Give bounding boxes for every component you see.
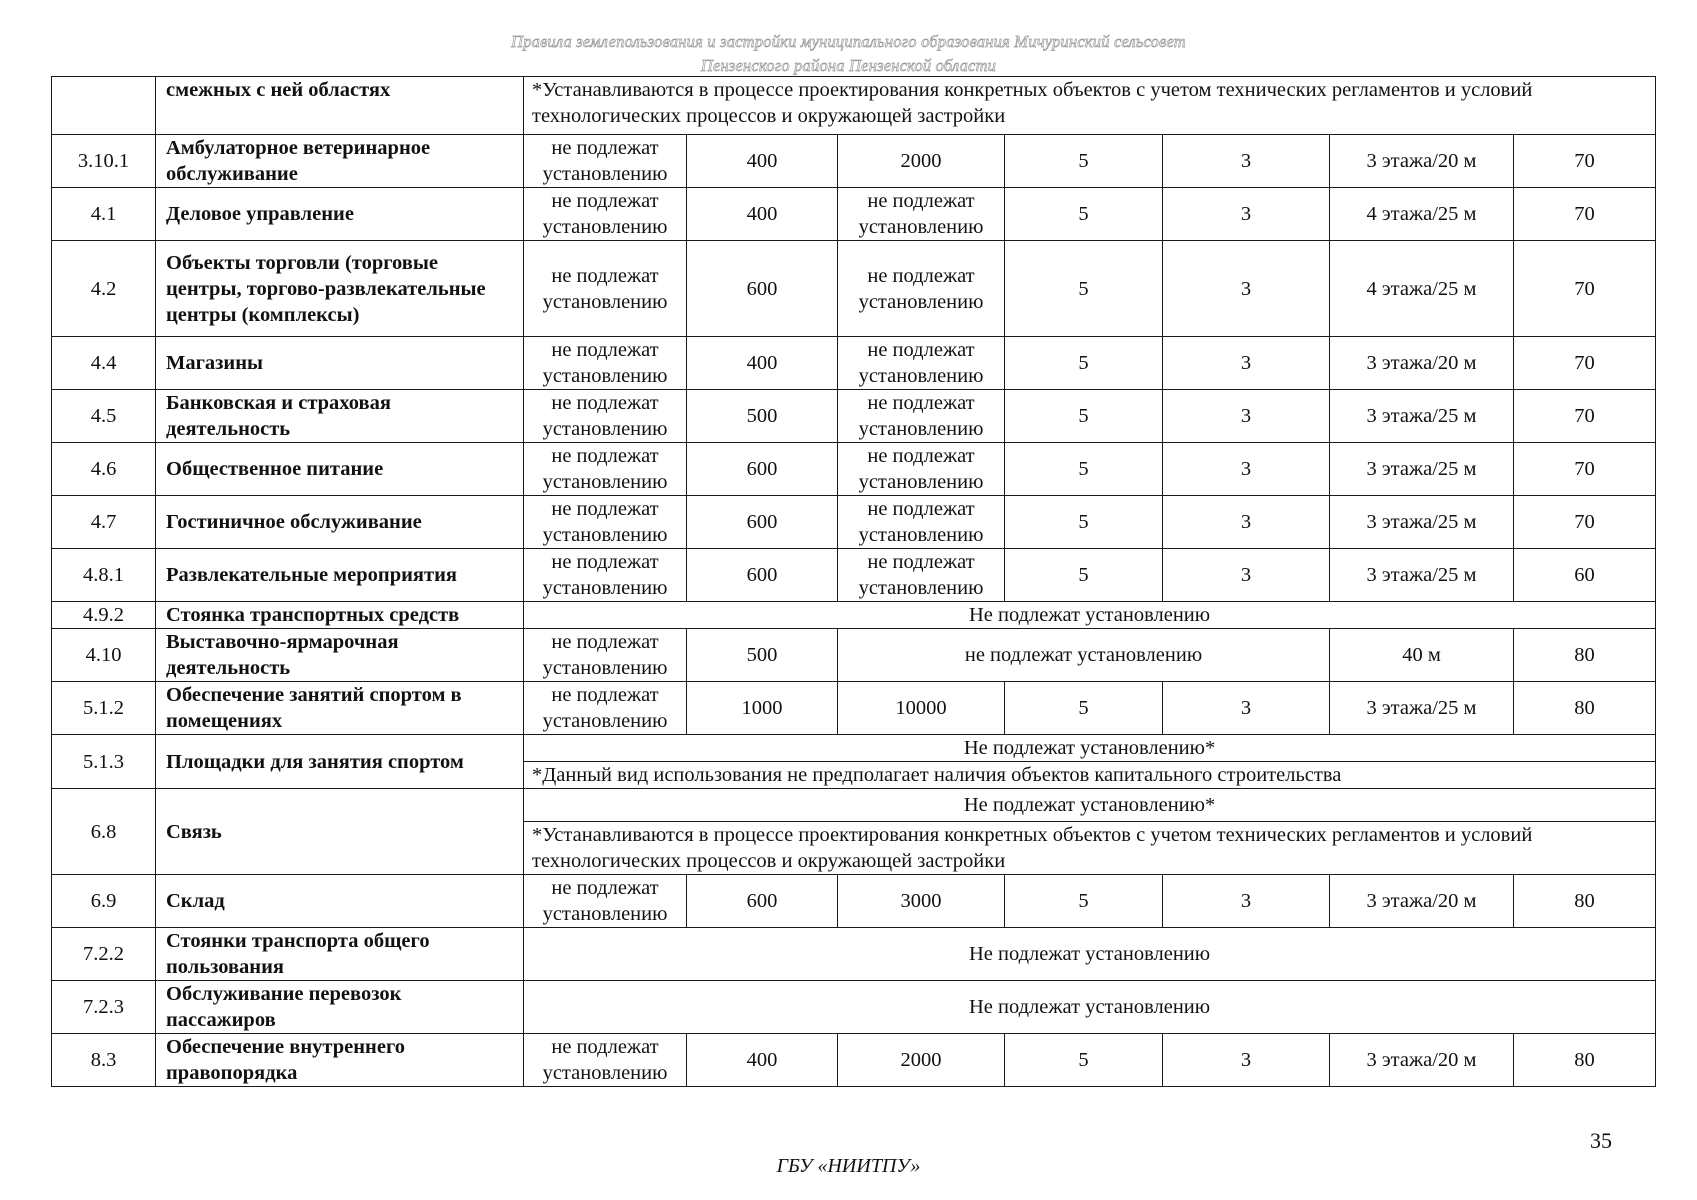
value-cell-5: 3: [1163, 682, 1330, 735]
name-cell: Банковская и страховая деятельность: [156, 390, 524, 443]
table-row: [52, 390, 1656, 443]
value-cell-7: 80: [1514, 682, 1656, 735]
value-cell-4: 5: [1005, 682, 1163, 735]
table-row: [52, 735, 1656, 762]
value-cell-3: не подлежат установлению: [838, 549, 1005, 602]
table-row: [52, 188, 1656, 241]
table-row: [52, 602, 1656, 629]
note-cell: *Данный вид использования не предполагает наличия объектов капитального строительства: [524, 762, 1656, 789]
name-cell: Общественное питание: [156, 443, 524, 496]
value-cell-7: 80: [1514, 875, 1656, 928]
value-cell-2: 600: [687, 241, 838, 337]
value-cell-4: 5: [1005, 443, 1163, 496]
value-cell-5: 3: [1163, 337, 1330, 390]
value-cell-1: не подлежат установлению: [524, 682, 687, 735]
value-cell-5: 3: [1163, 188, 1330, 241]
table-row: [52, 629, 1656, 682]
value-cell-7: 70: [1514, 390, 1656, 443]
table-row: [52, 875, 1656, 928]
value-cell-2: 600: [687, 875, 838, 928]
table-row: [52, 496, 1656, 549]
value-cell-7: 70: [1514, 241, 1656, 337]
value-cell-6: 3 этажа/20 м: [1330, 337, 1514, 390]
value-cell-2: 600: [687, 496, 838, 549]
value-cell-7: 80: [1514, 629, 1656, 682]
code-cell: 4.9.2: [52, 602, 156, 629]
table-row: [52, 981, 1656, 1034]
note-cell: *Устанавливаются в процессе проектирования конкретных объектов с учетом технических регламентов и условий технологических процессов и окружающей застройки: [524, 77, 1656, 135]
value-cell-4: 5: [1005, 188, 1163, 241]
value-cell-2: 400: [687, 188, 838, 241]
value-cell-5: 3: [1163, 1034, 1330, 1087]
value-cell-1: не подлежат установлению: [524, 135, 687, 188]
value-cell-3: 10000: [838, 682, 1005, 735]
code-cell: 4.7: [52, 496, 156, 549]
code-cell: 4.4: [52, 337, 156, 390]
value-cell-2: 500: [687, 390, 838, 443]
value-cell-6: 4 этажа/25 м: [1330, 241, 1514, 337]
span-cell: Не подлежат установлению: [524, 928, 1656, 981]
value-cell-4: 5: [1005, 496, 1163, 549]
value-cell-1: не подлежат установлению: [524, 1034, 687, 1087]
value-cell-3: 2000: [838, 1034, 1005, 1087]
value-cell-3: 2000: [838, 135, 1005, 188]
value-cell-1: не подлежат установлению: [524, 875, 687, 928]
value-cell-2: 600: [687, 549, 838, 602]
value-cell-2: 400: [687, 337, 838, 390]
name-cell: Стоянка транспортных средств: [156, 602, 524, 629]
value-cell-4: 5: [1005, 241, 1163, 337]
value-cell-4: 5: [1005, 875, 1163, 928]
running-header-line-2: Пензенского района Пензенской области: [700, 56, 997, 75]
value-cell-6: 3 этажа/25 м: [1330, 496, 1514, 549]
value-cell-5: 3: [1163, 549, 1330, 602]
table-row: [52, 1034, 1656, 1087]
value-cell-7: 70: [1514, 188, 1656, 241]
value-cell-4: 5: [1005, 549, 1163, 602]
table-row: [52, 135, 1656, 188]
value-cell-6: 4 этажа/25 м: [1330, 188, 1514, 241]
value-cell-1: не подлежат установлению: [524, 629, 687, 682]
code-cell: [52, 77, 156, 135]
value-cell-6: 3 этажа/20 м: [1330, 875, 1514, 928]
value-cell-6: 40 м: [1330, 629, 1514, 682]
table-row: [52, 337, 1656, 390]
name-cell: Площадки для занятия спортом: [156, 735, 524, 789]
value-cell-3: не подлежат установлению: [838, 390, 1005, 443]
value-cell-4: 5: [1005, 135, 1163, 188]
value-cell-7: 80: [1514, 1034, 1656, 1087]
table-row: [52, 789, 1656, 822]
value-cell-6: 3 этажа/25 м: [1330, 549, 1514, 602]
footer-org: ГБУ «НИИТПУ»: [776, 1155, 921, 1177]
value-cell-6: 3 этажа/20 м: [1330, 1034, 1514, 1087]
value-cell-7: 70: [1514, 443, 1656, 496]
code-cell: 6.9: [52, 875, 156, 928]
value-cell-6: 3 этажа/25 м: [1330, 682, 1514, 735]
span-cell: Не подлежат установлению: [524, 602, 1656, 629]
table-row: [52, 928, 1656, 981]
value-cell-6: 3 этажа/25 м: [1330, 443, 1514, 496]
code-cell: 6.8: [52, 789, 156, 875]
span-cell: не подлежат установлению: [838, 629, 1330, 682]
code-cell: 5.1.2: [52, 682, 156, 735]
name-cell: Амбулаторное ветеринарное обслуживание: [156, 135, 524, 188]
code-cell: 4.10: [52, 629, 156, 682]
name-cell: Гостиничное обслуживание: [156, 496, 524, 549]
name-cell: Связь: [156, 789, 524, 875]
value-cell-4: 5: [1005, 390, 1163, 443]
value-cell-1: не подлежат установлению: [524, 241, 687, 337]
code-cell: 4.1: [52, 188, 156, 241]
value-cell-2: 500: [687, 629, 838, 682]
value-cell-7: 70: [1514, 135, 1656, 188]
value-cell-5: 3: [1163, 875, 1330, 928]
name-cell: Склад: [156, 875, 524, 928]
value-cell-6: 3 этажа/20 м: [1330, 135, 1514, 188]
value-cell-5: 3: [1163, 135, 1330, 188]
value-cell-5: 3: [1163, 496, 1330, 549]
value-cell-5: 3: [1163, 443, 1330, 496]
value-cell-2: 400: [687, 1034, 838, 1087]
span-cell: Не подлежат установлению*: [524, 789, 1656, 822]
table-row: [52, 549, 1656, 602]
running-header: [0, 30, 1697, 78]
name-cell: Обеспечение занятий спортом в помещениях: [156, 682, 524, 735]
value-cell-3: не подлежат установлению: [838, 443, 1005, 496]
name-cell: Объекты торговли (торговые центры, торгово-развлекательные центры (комплексы): [156, 241, 524, 337]
value-cell-7: 70: [1514, 337, 1656, 390]
name-cell: Развлекательные мероприятия: [156, 549, 524, 602]
value-cell-1: не подлежат установлению: [524, 496, 687, 549]
code-cell: 4.8.1: [52, 549, 156, 602]
code-cell: 3.10.1: [52, 135, 156, 188]
table-row-continuation: [52, 77, 1656, 135]
value-cell-1: не подлежат установлению: [524, 337, 687, 390]
value-cell-6: 3 этажа/25 м: [1330, 390, 1514, 443]
code-cell: 4.5: [52, 390, 156, 443]
value-cell-3: не подлежат установлению: [838, 241, 1005, 337]
value-cell-4: 5: [1005, 337, 1163, 390]
name-cell: Магазины: [156, 337, 524, 390]
value-cell-3: не подлежат установлению: [838, 188, 1005, 241]
name-cell: Выставочно-ярмарочная деятельность: [156, 629, 524, 682]
value-cell-1: не подлежат установлению: [524, 390, 687, 443]
table-row: [52, 443, 1656, 496]
code-cell: 7.2.3: [52, 981, 156, 1034]
value-cell-3: не подлежат установлению: [838, 337, 1005, 390]
value-cell-1: не подлежат установлению: [524, 443, 687, 496]
value-cell-1: не подлежат установлению: [524, 549, 687, 602]
name-cell: Обеспечение внутреннего правопорядка: [156, 1034, 524, 1087]
page-number: 35: [1590, 1128, 1612, 1153]
value-cell-2: 1000: [687, 682, 838, 735]
value-cell-4: 5: [1005, 1034, 1163, 1087]
value-cell-7: 70: [1514, 496, 1656, 549]
value-cell-5: 3: [1163, 241, 1330, 337]
value-cell-3: не подлежат установлению: [838, 496, 1005, 549]
value-cell-5: 3: [1163, 390, 1330, 443]
code-cell: 4.6: [52, 443, 156, 496]
regulations-table: [51, 76, 1656, 1087]
span-cell: Не подлежат установлению*: [524, 735, 1656, 762]
value-cell-7: 60: [1514, 549, 1656, 602]
code-cell: 7.2.2: [52, 928, 156, 981]
code-cell: 4.2: [52, 241, 156, 337]
note-cell: *Устанавливаются в процессе проектирования конкретных объектов с учетом технических регламентов и условий технологических процессов и окружающей застройки: [524, 822, 1656, 875]
name-cell: Стоянки транспорта общего пользования: [156, 928, 524, 981]
value-cell-1: не подлежат установлению: [524, 188, 687, 241]
value-cell-2: 400: [687, 135, 838, 188]
name-cell: Деловое управление: [156, 188, 524, 241]
running-header-line-1: Правила землепользования и застройки муниципального образования Мичуринский сельсовет: [511, 32, 1186, 51]
code-cell: 5.1.3: [52, 735, 156, 789]
code-cell: 8.3: [52, 1034, 156, 1087]
name-cell: смежных с ней областях: [156, 77, 524, 135]
name-cell: Обслуживание перевозок пассажиров: [156, 981, 524, 1034]
value-cell-2: 600: [687, 443, 838, 496]
table-row: [52, 241, 1656, 337]
value-cell-3: 3000: [838, 875, 1005, 928]
table-row: [52, 682, 1656, 735]
span-cell: Не подлежат установлению: [524, 981, 1656, 1034]
